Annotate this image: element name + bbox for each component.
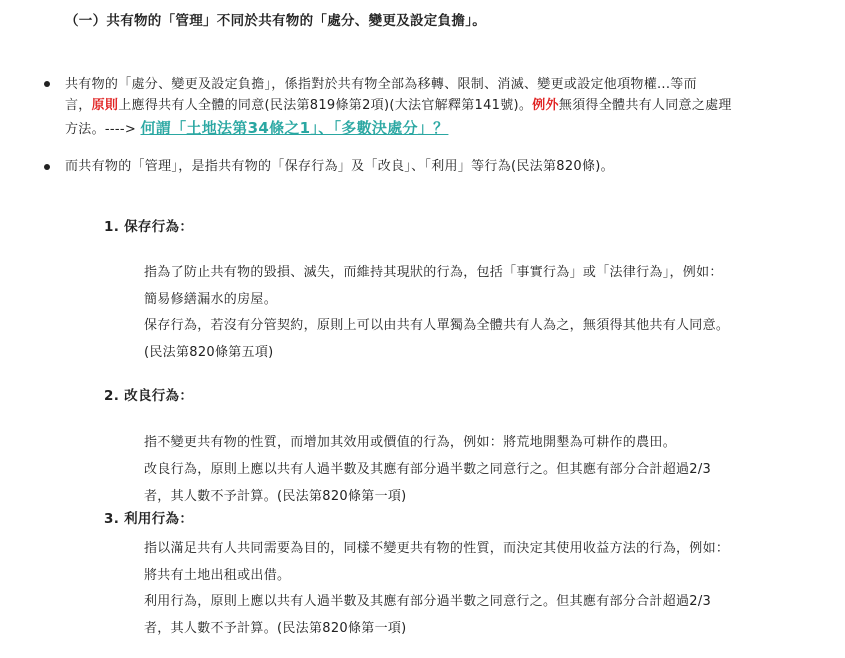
body-line: 者，其人數不予計算。(民法第820條第一項) [144, 489, 407, 504]
subsection-title: 保存行為： [124, 219, 194, 235]
body-line: 指為了防止共有物的毀損、滅失，而維持其現狀的行為，包括「事實行為」或「法律行為」，例如： [144, 265, 723, 280]
section-heading: （一）共有物的「管理」不同於共有物的「處分、變更及設定負擔」。 [65, 13, 487, 29]
body-line: 將共有土地出租或出借。 [144, 567, 291, 583]
text-fragment: 方法。----> [65, 122, 137, 137]
text-fragment: 無須得全體共有人同意之處理 [558, 98, 732, 113]
body-line: 指不變更共有物的性質，而增加其效用或價值的行為，例如：將荒地開墾為可耕作的農田。 [144, 435, 677, 450]
subsection-title-utilization [104, 509, 193, 530]
bullet-disposal-line3 [65, 118, 732, 140]
subsection-title: 利用行為： [124, 511, 194, 527]
subsection-number: 1. [104, 219, 120, 235]
bullet-management: 而共有物的「管理」，是指共有物的「保存行為」及「改良」、「利用」等行為(民法第820條)。 [65, 159, 614, 174]
bullet-dot [44, 164, 50, 170]
subsection-body-preservation [144, 260, 729, 366]
body-line: 指以滿足共有人共同需要為目的，同樣不變更共有物的性質，而決定其使用收益方法的行為，例如： [144, 541, 730, 556]
subsection-number: 2. [104, 388, 120, 404]
subsection-title-improvement [104, 386, 193, 407]
subsection-body-improvement [144, 429, 711, 510]
bullet-disposal [65, 74, 732, 140]
body-line: 保存行為，若沒有分管契約，原則上可以由共有人單獨為全體共有人為之，無須得其他共有人同意。 [144, 318, 730, 333]
exception-emphasis: 例外 [532, 98, 559, 113]
text-fragment: 言， [65, 98, 92, 113]
body-line: 者，其人數不予計算。(民法第820條第一項) [144, 620, 407, 636]
body-line: 簡易修繕漏水的房屋。 [144, 291, 278, 307]
subsection-title: 改良行為： [124, 388, 194, 404]
body-line: 利用行為，原則上應以共有人過半數及其應有部分過半數之同意行之。但其應有部分合計超過2/3 [144, 594, 712, 609]
text-fragment: 上應得共有人全體的同意(民法第819條第2項)(大法官解釋第141號)。 [118, 98, 533, 113]
body-line: (民法第820條第五項) [144, 344, 274, 360]
subsection-number: 3. [104, 511, 120, 527]
bullet-disposal-line2 [65, 95, 732, 116]
article-34-1-link[interactable]: 何謂「土地法第34條之1」、「多數決處分」？ [140, 119, 449, 137]
bullet-disposal-line1: 共有物的「處分、變更及設定負擔」，係指對於共有物全部為移轉、限制、消滅、變更或設定他項物權...等而 [65, 77, 697, 92]
bullet-dot [44, 81, 50, 87]
subsection-body-utilization [144, 536, 729, 642]
body-line: 改良行為，原則上應以共有人過半數及其應有部分過半數之同意行之。但其應有部分合計超過2/3 [144, 462, 712, 477]
subsection-title-preservation [104, 217, 193, 238]
principle-emphasis: 原則 [91, 98, 119, 113]
